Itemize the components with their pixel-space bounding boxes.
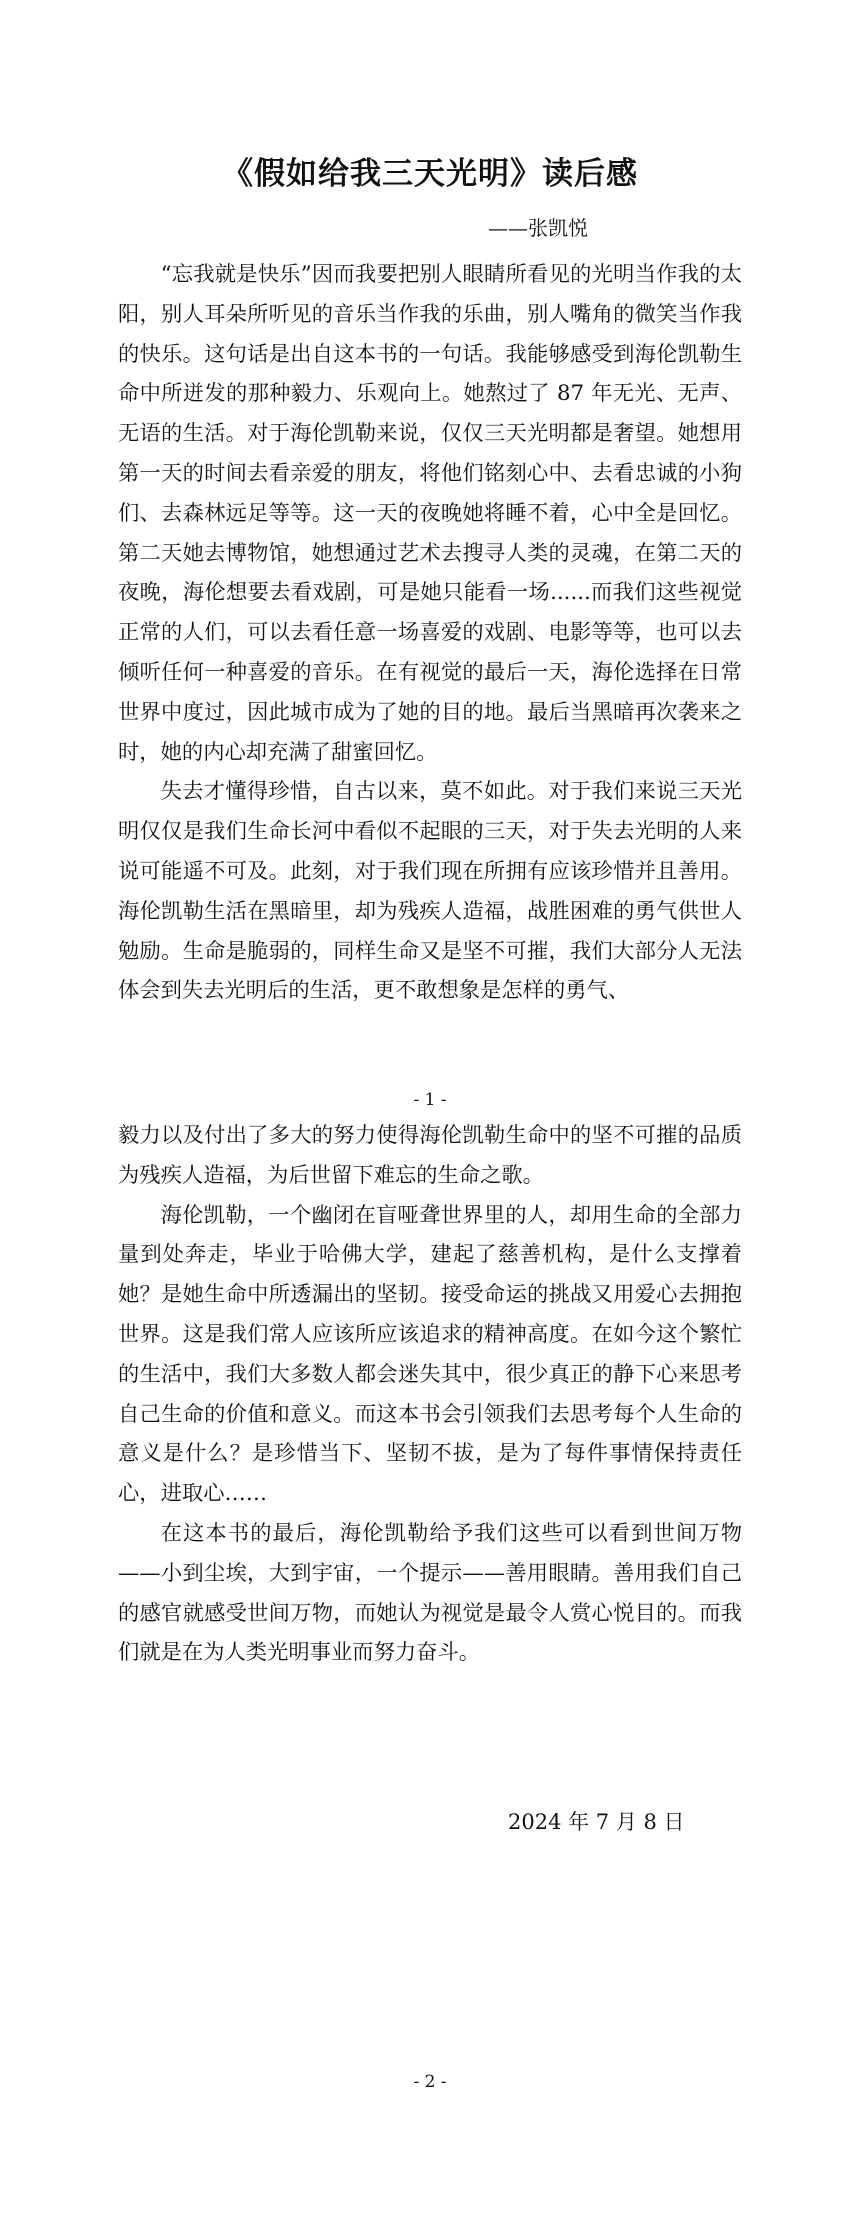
paragraph: “忘我就是快乐”因而我要把别人眼睛所看见的光明当作我的太阳，别人耳朵所听见的音乐当作我的乐曲，别人嘴角的微笑当作我的快乐。这句话是出自这本书的一句话。我能够感受到海伦凯勒生命中所迸发的那种毅力、乐观向上。她熬过了 87 年无光、无声、无语的生活。对于海伦凯勒来说，仅仅三天光明都是奢望。她想用第一天的时间去看亲爱的朋友，将他们铭刻心中、去看忠诚的小狗们、去森林远足等等。这一天的夜晚她将睡不着，心中全是回忆。第二天她去博物馆，她想通过艺术去搜寻人类的灵魂，在第二天的夜晚，海伦想要去看戏剧，可是她只能看一场......而我们这些视觉正常的人们，可以去看任意一场喜爱的戏剧、电影等等，也可以去倾听任何一种喜爱的音乐。在有视觉的最后一天，海伦选择在日常世界中度过，因此城市成为了她的目的地。最后当黑暗再次袭来之时，她的内心却充满了甜蜜回忆。 — [118, 262, 742, 765]
paragraph: 在这本书的最后，海伦凯勒给予我们这些可以看到世间万物——小到尘埃，大到宇宙，一个提示——善用眼睛。善用我们自己的感官就感受世间万物，而她认为视觉是最令人赏心悦目的。而我们就是在为人类光明事业而努力奋斗。 — [118, 1520, 742, 1666]
page-number: - 2 - — [413, 2072, 447, 2092]
document-title: 《假如给我三天光明》读后感 — [222, 156, 638, 192]
page-number: - 1 - — [413, 1090, 447, 1110]
author-line: ——张凯悦 — [488, 216, 588, 240]
date-line: 2024 年 7 月 8 日 — [508, 1810, 685, 1834]
paragraph-continuation: 毅力以及付出了多大的努力使得海伦凯勒生命中的坚不可摧的品质为残疾人造福，为后世留下难忘的生命之歌。 — [118, 1123, 742, 1188]
paragraph: 失去才懂得珍惜，自古以来，莫不如此。对于我们来说三天光明仅仅是我们生命长河中看似不起眼的三天，对于失去光明的人来说可能遥不可及。此刻，对于我们现在所拥有应该珍惜并且善用。海伦凯勒生活在黑暗里，却为残疾人造福，战胜困难的勇气供世人勉励。生命是脆弱的，同样生命又是坚不可摧，我们大部分人无法体会到失去光明后的生活，更不敢想象是怎样的勇气、 — [118, 779, 742, 1004]
page-2-body — [118, 1116, 742, 1673]
paragraph: 海伦凯勒，一个幽闭在盲哑聋世界里的人，却用生命的全部力量到处奔走，毕业于哈佛大学，建起了慈善机构，是什么支撑着她？是她生命中所透漏出的坚韧。接受命运的挑战又用爱心去拥抱世界。这是我们常人应该所应该追求的精神高度。在如今这个繁忙的生活中，我们大多数人都会迷失其中，很少真正的静下心来思考自己生命的价值和意义。而这本书会引领我们去思考每个人生命的意义是什么？是珍惜当下、坚韧不拔，是为了每件事情保持责任心，进取心…… — [118, 1202, 742, 1507]
page-1-body — [118, 255, 742, 1011]
page-2 — [0, 1106, 860, 2235]
page-1 — [0, 0, 860, 1110]
